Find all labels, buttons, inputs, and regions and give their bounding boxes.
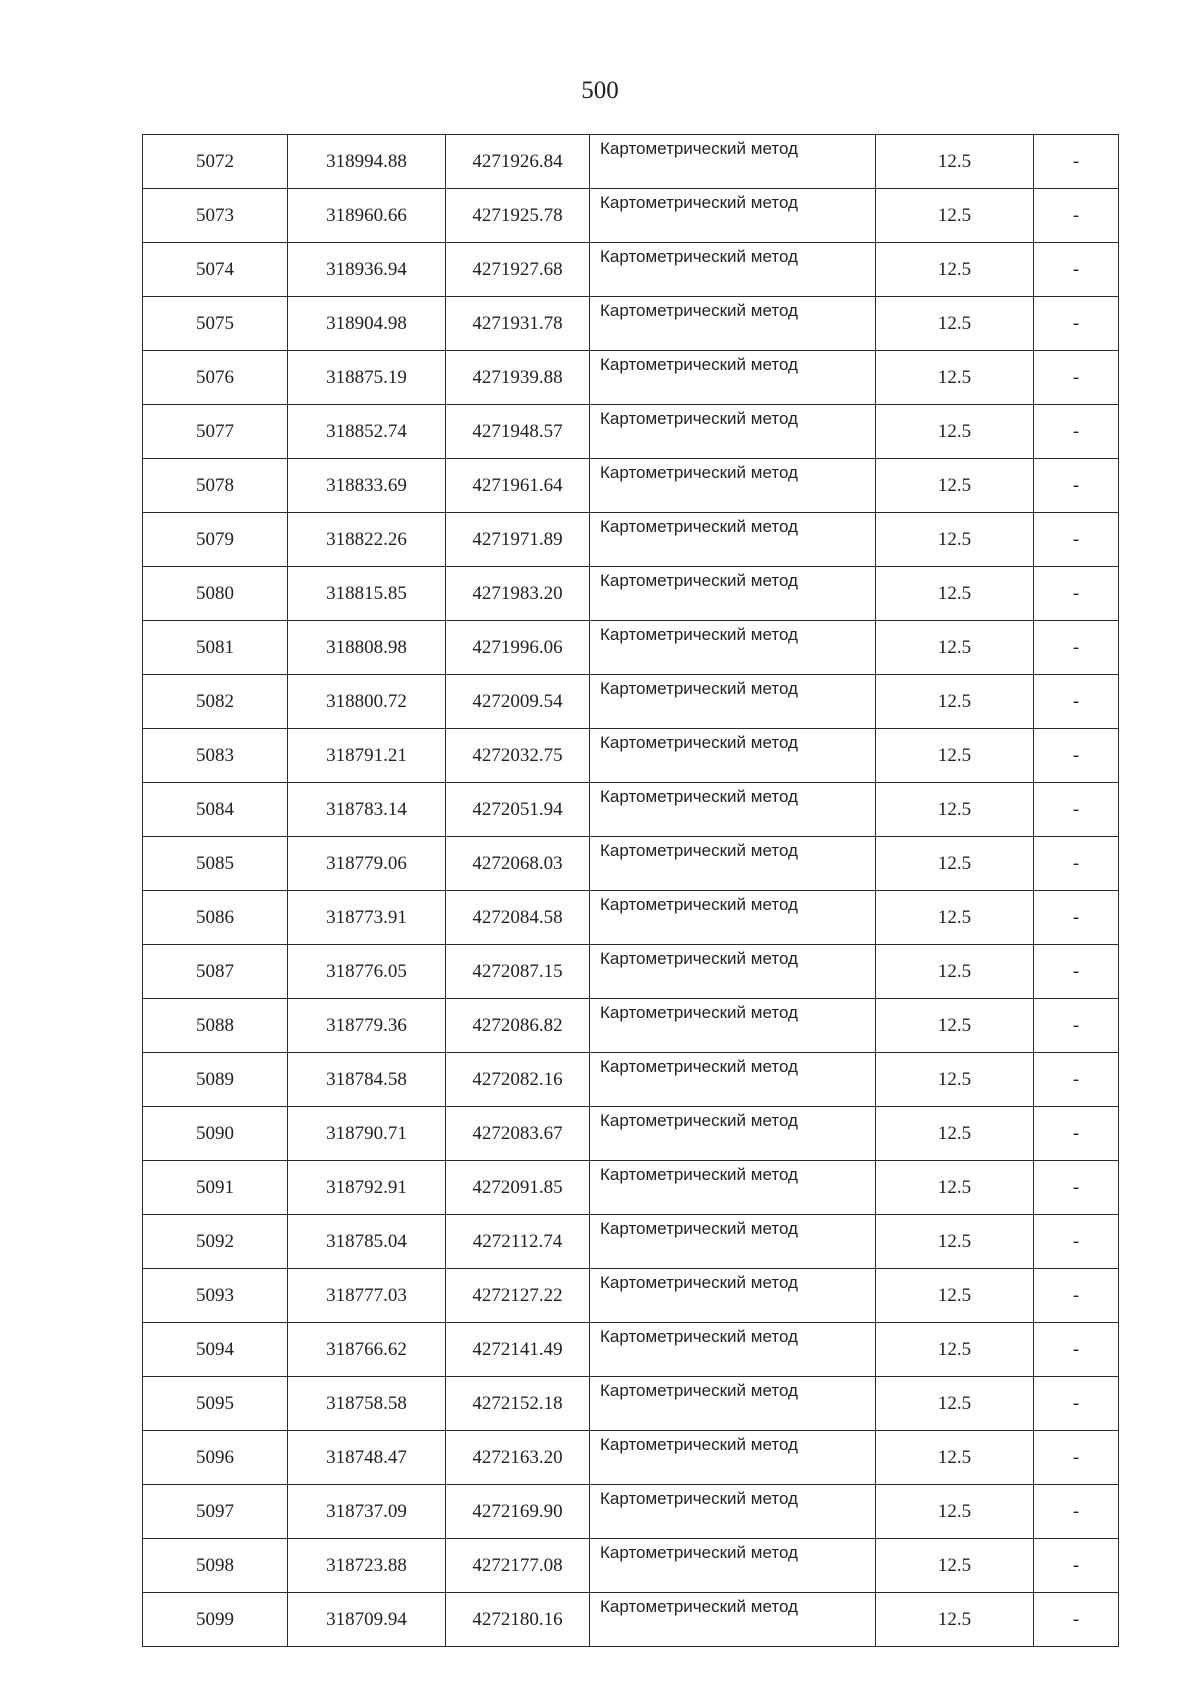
table-row	[143, 1377, 1119, 1431]
point-number-cell: 5080	[143, 567, 288, 621]
y-coordinate-cell: 4272032.75	[446, 729, 590, 783]
y-coordinate-cell: 4272112.74	[446, 1215, 590, 1269]
x-coordinate-cell: 318779.36	[288, 999, 446, 1053]
note-cell: -	[1034, 837, 1119, 891]
note-cell: -	[1034, 135, 1119, 189]
note-cell: -	[1034, 729, 1119, 783]
method-cell: Картометрический метод	[590, 297, 876, 351]
note-cell: -	[1034, 891, 1119, 945]
method-cell: Картометрический метод	[590, 189, 876, 243]
accuracy-cell: 12.5	[876, 135, 1034, 189]
x-coordinate-cell: 318766.62	[288, 1323, 446, 1377]
coordinates-table	[142, 134, 1119, 1647]
note-cell: -	[1034, 513, 1119, 567]
note-cell: -	[1034, 1161, 1119, 1215]
coordinates-table-body	[143, 135, 1119, 1647]
note-cell: -	[1034, 243, 1119, 297]
note-cell: -	[1034, 189, 1119, 243]
y-coordinate-cell: 4272180.16	[446, 1593, 590, 1647]
x-coordinate-cell: 318792.91	[288, 1161, 446, 1215]
method-cell: Картометрический метод	[590, 675, 876, 729]
table-row	[143, 1215, 1119, 1269]
note-cell: -	[1034, 459, 1119, 513]
point-number-cell: 5093	[143, 1269, 288, 1323]
y-coordinate-cell: 4272086.82	[446, 999, 590, 1053]
point-number-cell: 5087	[143, 945, 288, 999]
note-cell: -	[1034, 351, 1119, 405]
accuracy-cell: 12.5	[876, 1593, 1034, 1647]
accuracy-cell: 12.5	[876, 1485, 1034, 1539]
x-coordinate-cell: 318822.26	[288, 513, 446, 567]
y-coordinate-cell: 4271996.06	[446, 621, 590, 675]
x-coordinate-cell: 318777.03	[288, 1269, 446, 1323]
method-cell: Картометрический метод	[590, 243, 876, 297]
method-cell: Картометрический метод	[590, 1053, 876, 1107]
point-number-cell: 5096	[143, 1431, 288, 1485]
method-cell: Картометрический метод	[590, 513, 876, 567]
table-row	[143, 1161, 1119, 1215]
x-coordinate-cell: 318960.66	[288, 189, 446, 243]
accuracy-cell: 12.5	[876, 945, 1034, 999]
point-number-cell: 5072	[143, 135, 288, 189]
x-coordinate-cell: 318815.85	[288, 567, 446, 621]
accuracy-cell: 12.5	[876, 783, 1034, 837]
table-row	[143, 837, 1119, 891]
x-coordinate-cell: 318994.88	[288, 135, 446, 189]
point-number-cell: 5076	[143, 351, 288, 405]
accuracy-cell: 12.5	[876, 1323, 1034, 1377]
note-cell: -	[1034, 1539, 1119, 1593]
table-row	[143, 729, 1119, 783]
x-coordinate-cell: 318779.06	[288, 837, 446, 891]
note-cell: -	[1034, 1377, 1119, 1431]
y-coordinate-cell: 4272141.49	[446, 1323, 590, 1377]
method-cell: Картометрический метод	[590, 1107, 876, 1161]
y-coordinate-cell: 4272082.16	[446, 1053, 590, 1107]
x-coordinate-cell: 318852.74	[288, 405, 446, 459]
method-cell: Картометрический метод	[590, 891, 876, 945]
accuracy-cell: 12.5	[876, 621, 1034, 675]
y-coordinate-cell: 4271948.57	[446, 405, 590, 459]
table-row	[143, 459, 1119, 513]
method-cell: Картометрический метод	[590, 351, 876, 405]
y-coordinate-cell: 4271939.88	[446, 351, 590, 405]
table-row	[143, 513, 1119, 567]
method-cell: Картометрический метод	[590, 999, 876, 1053]
method-cell: Картометрический метод	[590, 1215, 876, 1269]
accuracy-cell: 12.5	[876, 1377, 1034, 1431]
y-coordinate-cell: 4272127.22	[446, 1269, 590, 1323]
note-cell: -	[1034, 297, 1119, 351]
method-cell: Картометрический метод	[590, 1431, 876, 1485]
note-cell: -	[1034, 675, 1119, 729]
accuracy-cell: 12.5	[876, 1053, 1034, 1107]
point-number-cell: 5095	[143, 1377, 288, 1431]
note-cell: -	[1034, 567, 1119, 621]
point-number-cell: 5086	[143, 891, 288, 945]
x-coordinate-cell: 318723.88	[288, 1539, 446, 1593]
accuracy-cell: 12.5	[876, 1431, 1034, 1485]
method-cell: Картометрический метод	[590, 1269, 876, 1323]
method-cell: Картометрический метод	[590, 567, 876, 621]
table-row	[143, 945, 1119, 999]
table-row	[143, 621, 1119, 675]
accuracy-cell: 12.5	[876, 675, 1034, 729]
y-coordinate-cell: 4272084.58	[446, 891, 590, 945]
method-cell: Картометрический метод	[590, 1485, 876, 1539]
table-row	[143, 675, 1119, 729]
method-cell: Картометрический метод	[590, 621, 876, 675]
x-coordinate-cell: 318904.98	[288, 297, 446, 351]
accuracy-cell: 12.5	[876, 459, 1034, 513]
table-row	[143, 1053, 1119, 1107]
accuracy-cell: 12.5	[876, 1215, 1034, 1269]
method-cell: Картометрический метод	[590, 1323, 876, 1377]
x-coordinate-cell: 318748.47	[288, 1431, 446, 1485]
table-row	[143, 783, 1119, 837]
accuracy-cell: 12.5	[876, 729, 1034, 783]
accuracy-cell: 12.5	[876, 837, 1034, 891]
table-row	[143, 999, 1119, 1053]
accuracy-cell: 12.5	[876, 513, 1034, 567]
accuracy-cell: 12.5	[876, 567, 1034, 621]
y-coordinate-cell: 4272152.18	[446, 1377, 590, 1431]
table-row	[143, 243, 1119, 297]
y-coordinate-cell: 4272169.90	[446, 1485, 590, 1539]
note-cell: -	[1034, 1107, 1119, 1161]
point-number-cell: 5089	[143, 1053, 288, 1107]
point-number-cell: 5098	[143, 1539, 288, 1593]
point-number-cell: 5073	[143, 189, 288, 243]
table-row	[143, 1323, 1119, 1377]
accuracy-cell: 12.5	[876, 189, 1034, 243]
y-coordinate-cell: 4272177.08	[446, 1539, 590, 1593]
method-cell: Картометрический метод	[590, 783, 876, 837]
y-coordinate-cell: 4271926.84	[446, 135, 590, 189]
y-coordinate-cell: 4272083.67	[446, 1107, 590, 1161]
note-cell: -	[1034, 1053, 1119, 1107]
accuracy-cell: 12.5	[876, 405, 1034, 459]
y-coordinate-cell: 4271971.89	[446, 513, 590, 567]
table-row	[143, 567, 1119, 621]
x-coordinate-cell: 318776.05	[288, 945, 446, 999]
y-coordinate-cell: 4271931.78	[446, 297, 590, 351]
x-coordinate-cell: 318833.69	[288, 459, 446, 513]
y-coordinate-cell: 4272163.20	[446, 1431, 590, 1485]
method-cell: Картометрический метод	[590, 837, 876, 891]
point-number-cell: 5092	[143, 1215, 288, 1269]
point-number-cell: 5081	[143, 621, 288, 675]
table-row	[143, 405, 1119, 459]
y-coordinate-cell: 4272009.54	[446, 675, 590, 729]
point-number-cell: 5074	[143, 243, 288, 297]
method-cell: Картометрический метод	[590, 945, 876, 999]
table-row	[143, 1269, 1119, 1323]
page-number: 500	[581, 77, 619, 104]
point-number-cell: 5075	[143, 297, 288, 351]
table-row	[143, 1485, 1119, 1539]
note-cell: -	[1034, 621, 1119, 675]
note-cell: -	[1034, 1593, 1119, 1647]
x-coordinate-cell: 318791.21	[288, 729, 446, 783]
table-row	[143, 1593, 1119, 1647]
table-row	[143, 189, 1119, 243]
note-cell: -	[1034, 1485, 1119, 1539]
y-coordinate-cell: 4272051.94	[446, 783, 590, 837]
accuracy-cell: 12.5	[876, 1269, 1034, 1323]
method-cell: Картометрический метод	[590, 459, 876, 513]
method-cell: Картометрический метод	[590, 729, 876, 783]
accuracy-cell: 12.5	[876, 1161, 1034, 1215]
point-number-cell: 5094	[143, 1323, 288, 1377]
x-coordinate-cell: 318800.72	[288, 675, 446, 729]
point-number-cell: 5097	[143, 1485, 288, 1539]
point-number-cell: 5082	[143, 675, 288, 729]
table-row	[143, 1539, 1119, 1593]
point-number-cell: 5083	[143, 729, 288, 783]
x-coordinate-cell: 318936.94	[288, 243, 446, 297]
note-cell: -	[1034, 1215, 1119, 1269]
table-row	[143, 297, 1119, 351]
method-cell: Картометрический метод	[590, 1161, 876, 1215]
x-coordinate-cell: 318785.04	[288, 1215, 446, 1269]
note-cell: -	[1034, 999, 1119, 1053]
x-coordinate-cell: 318808.98	[288, 621, 446, 675]
accuracy-cell: 12.5	[876, 297, 1034, 351]
point-number-cell: 5090	[143, 1107, 288, 1161]
y-coordinate-cell: 4272087.15	[446, 945, 590, 999]
note-cell: -	[1034, 1323, 1119, 1377]
point-number-cell: 5091	[143, 1161, 288, 1215]
note-cell: -	[1034, 405, 1119, 459]
x-coordinate-cell: 318773.91	[288, 891, 446, 945]
method-cell: Картометрический метод	[590, 1539, 876, 1593]
method-cell: Картометрический метод	[590, 405, 876, 459]
point-number-cell: 5099	[143, 1593, 288, 1647]
x-coordinate-cell: 318790.71	[288, 1107, 446, 1161]
y-coordinate-cell: 4271925.78	[446, 189, 590, 243]
point-number-cell: 5077	[143, 405, 288, 459]
method-cell: Картометрический метод	[590, 1377, 876, 1431]
table-row	[143, 351, 1119, 405]
accuracy-cell: 12.5	[876, 999, 1034, 1053]
table-row	[143, 135, 1119, 189]
note-cell: -	[1034, 1431, 1119, 1485]
table-row	[143, 1107, 1119, 1161]
note-cell: -	[1034, 945, 1119, 999]
y-coordinate-cell: 4272091.85	[446, 1161, 590, 1215]
point-number-cell: 5078	[143, 459, 288, 513]
method-cell: Картометрический метод	[590, 135, 876, 189]
note-cell: -	[1034, 1269, 1119, 1323]
x-coordinate-cell: 318875.19	[288, 351, 446, 405]
y-coordinate-cell: 4271961.64	[446, 459, 590, 513]
x-coordinate-cell: 318709.94	[288, 1593, 446, 1647]
point-number-cell: 5085	[143, 837, 288, 891]
x-coordinate-cell: 318784.58	[288, 1053, 446, 1107]
point-number-cell: 5079	[143, 513, 288, 567]
accuracy-cell: 12.5	[876, 243, 1034, 297]
accuracy-cell: 12.5	[876, 891, 1034, 945]
x-coordinate-cell: 318758.58	[288, 1377, 446, 1431]
accuracy-cell: 12.5	[876, 1107, 1034, 1161]
y-coordinate-cell: 4271983.20	[446, 567, 590, 621]
table-row	[143, 891, 1119, 945]
accuracy-cell: 12.5	[876, 351, 1034, 405]
note-cell: -	[1034, 783, 1119, 837]
method-cell: Картометрический метод	[590, 1593, 876, 1647]
point-number-cell: 5088	[143, 999, 288, 1053]
x-coordinate-cell: 318737.09	[288, 1485, 446, 1539]
x-coordinate-cell: 318783.14	[288, 783, 446, 837]
y-coordinate-cell: 4271927.68	[446, 243, 590, 297]
point-number-cell: 5084	[143, 783, 288, 837]
y-coordinate-cell: 4272068.03	[446, 837, 590, 891]
table-row	[143, 1431, 1119, 1485]
accuracy-cell: 12.5	[876, 1539, 1034, 1593]
